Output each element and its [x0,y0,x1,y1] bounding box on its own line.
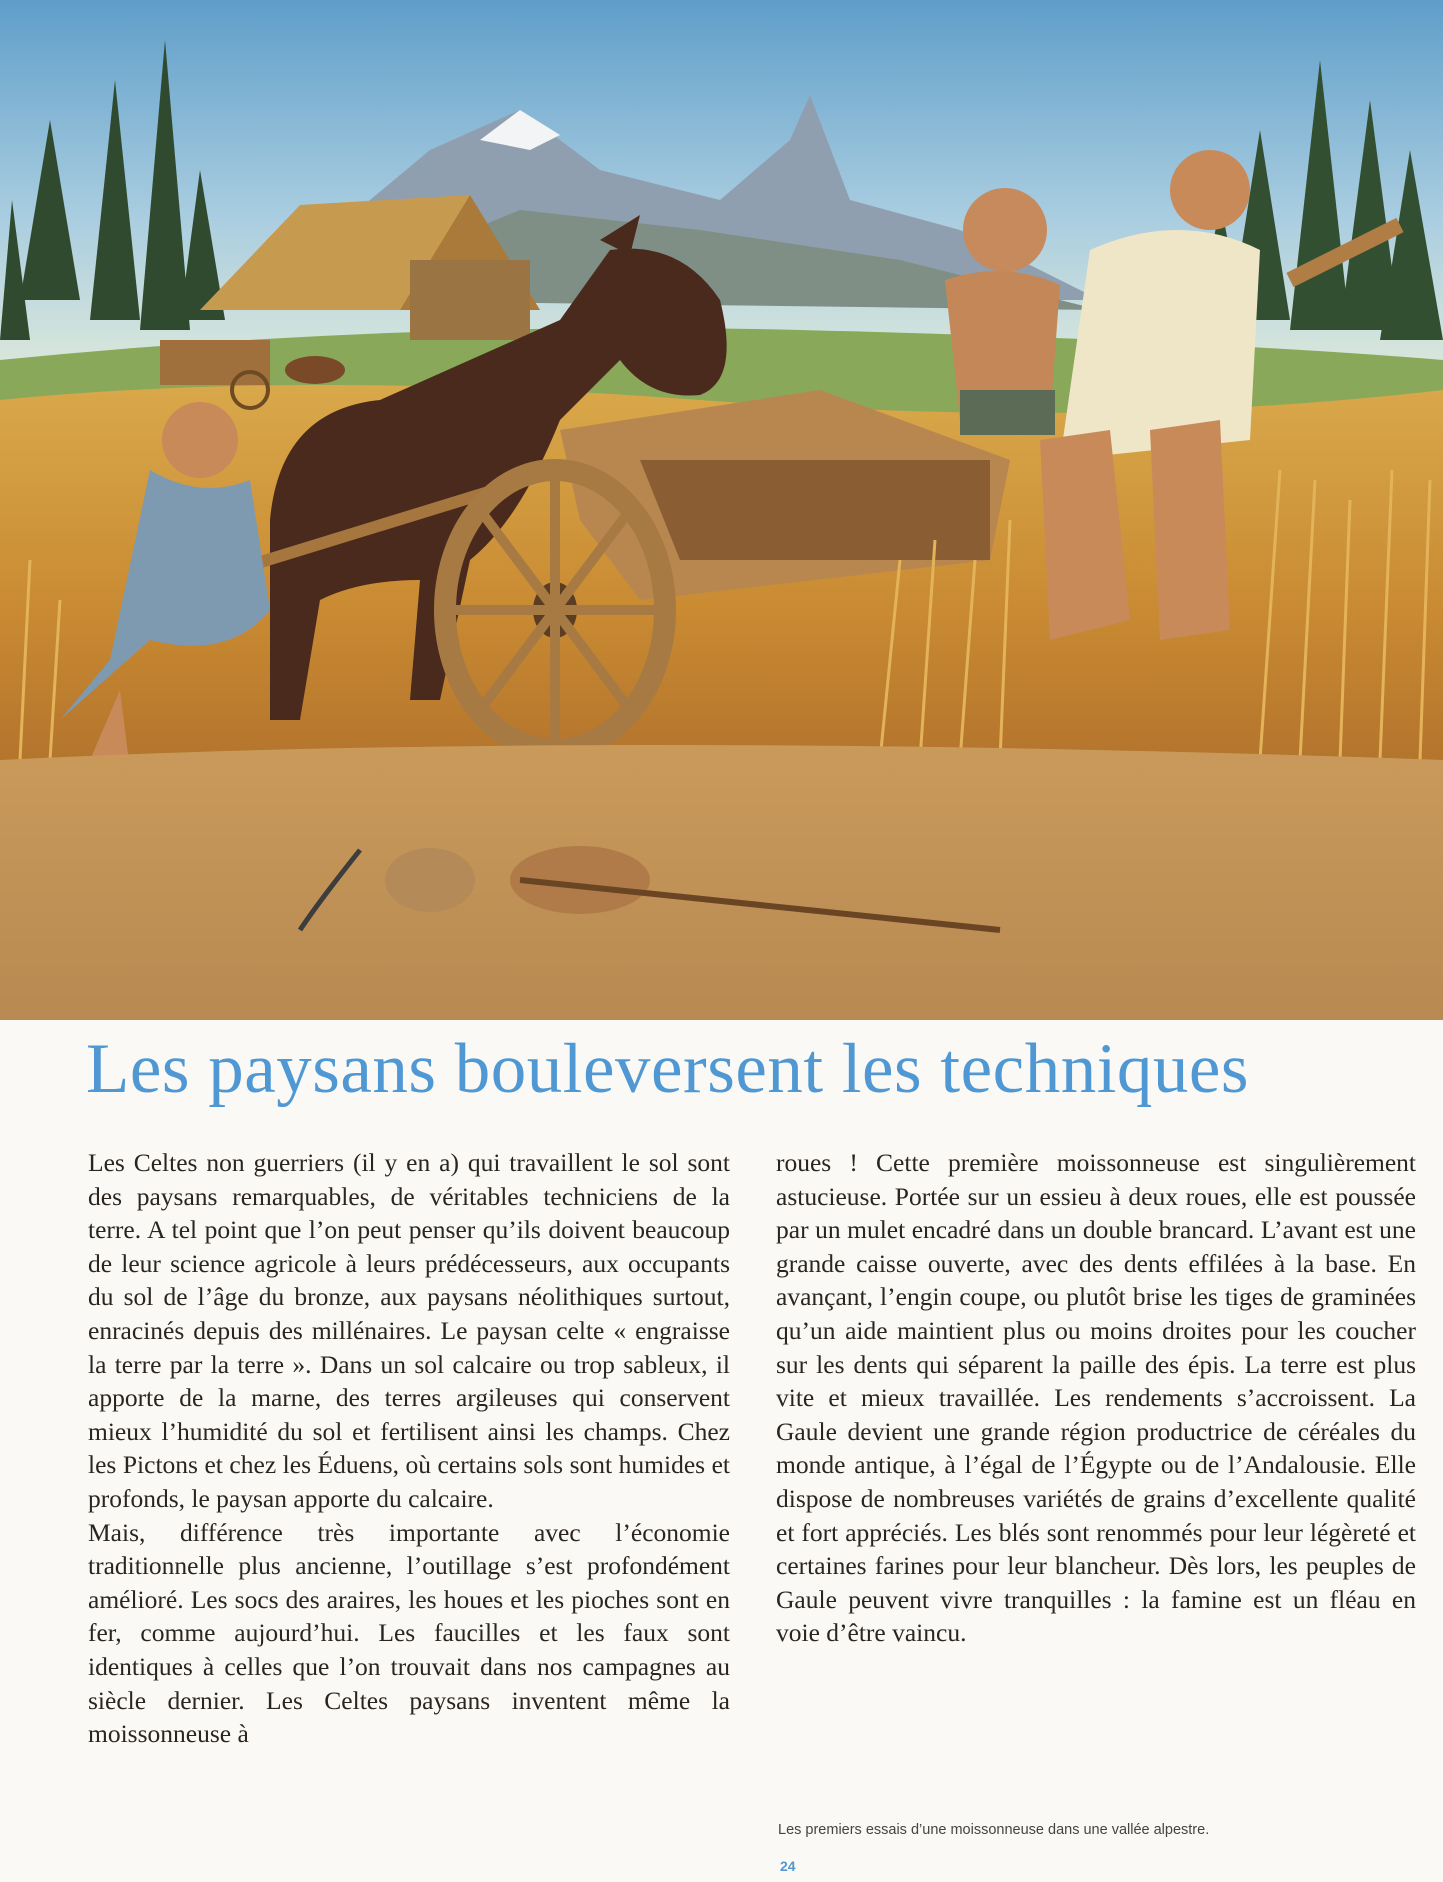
body-paragraph: Mais, différence très importante avec l’économie traditionnelle plus ancienne, l’outillage s’est profondément amélioré. Les socs des araires, les houes et les pioches sont en fer, comme aujourd’hui. Les faucilles et les faux sont identiques à celles que l’on trouvait dans nos campagnes au siècle dernier. Les Celtes paysans inventent même la moissonneuse à [88,1517,730,1749]
body-column-left [88,1146,730,1751]
body-column-right [776,1146,1416,1650]
body-paragraph: roues ! Cette première moissonneuse est singulièrement astucieuse. Portée sur un essieu à deux roues, elle est poussée par un mulet encadré dans un double brancard. L’avant est une grande caisse ouverte, avec des dents effilées à la base. En avançant, l’engin coupe, ou plutôt brise les tiges de graminées qu’un aide maintient plus ou moins droites pour les coucher sur les dents qui séparent la paille des épis. La terre est plus vite et mieux travaillée. Les rendements s’accroissent. La Gaule devient une grande région productrice de céréales du monde antique, à l’égal de l’Égypte ou de l’Andalousie. Elle dispose de nombreuses variétés de grains d’excellente qualité et fort appréciés. Les blés sont renommés pour leur légèreté et certaines farines pour leur blancheur. Dès lors, les peuples de Gaule peuvent vivre tranquilles : la famine est un fléau en voie d’être vaincu. [776,1148,1416,1648]
illustration-caption: Les premiers essais d’une moissonneuse dans une vallée alpestre. [778,1822,1210,1838]
dirt-path [0,745,1443,1020]
cart-wheel [445,470,665,750]
page-title: Les paysans bouleversent les techniques [86,1030,1250,1108]
page-number: 24 [780,1858,796,1874]
body-paragraph: Les Celtes non guerriers (il y en a) qui travaillent le sol sont des paysans remarquables, de véritables techniciens de la terre. A tel point que l’on peut penser qu’ils doivent beaucoup de leur science agricole à leurs prédécesseurs, aux occupants du sol de l’âge du bronze, aux paysans néolithiques surtout, enracinés depuis des millénaires. Le paysan celte « engraisse la terre par la terre ». Dans un sol calcaire ou trop sableux, il apporte de la marne, des terres argileuses qui conservent mieux l’humidité du sol et fertilisent ainsi les champs. Chez les Pictons et chez les Éduens, où certains sols sont humides et profonds, le paysan apporte du calcaire. [88,1148,730,1513]
